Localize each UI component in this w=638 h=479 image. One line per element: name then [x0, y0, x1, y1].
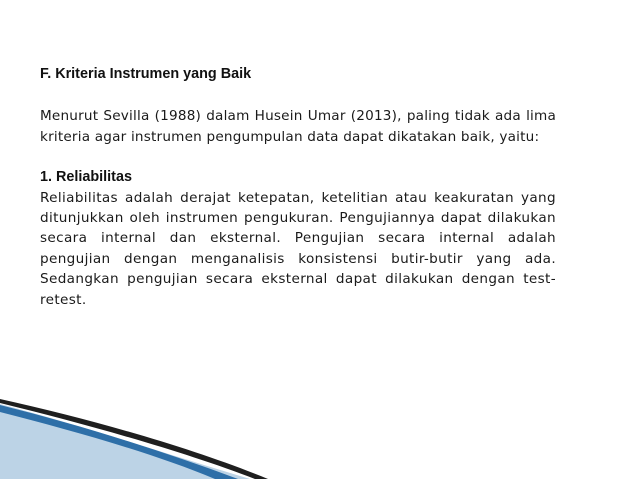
content-area [40, 64, 556, 310]
reliabilitas-paragraph: Reliabilitas adalah derajat ketepatan, ketelitian atau keakuratan yang ditunjukkan oleh instrumen pengukuran. Pengujiannya dapat dilakukan secara internal dan eksternal. Pengujian secara internal adalah pengujian dengan menganalisis konsistensi butir-butir yang ada. Sedangkan pengujian secara eksternal dapat dilakukan dengan test-retest. [40, 189, 556, 308]
subsection-title: 1. Reliabilitas [40, 169, 132, 186]
section-title: F. Kriteria Instrumen yang Baik [40, 66, 252, 82]
intro-paragraph: Menurut Sevilla (1988) dalam Husein Umar (2013), paling tidak ada lima kriteria agar instrumen pengumpulan data dapat dikatakan baik, yaitu: [40, 108, 556, 145]
